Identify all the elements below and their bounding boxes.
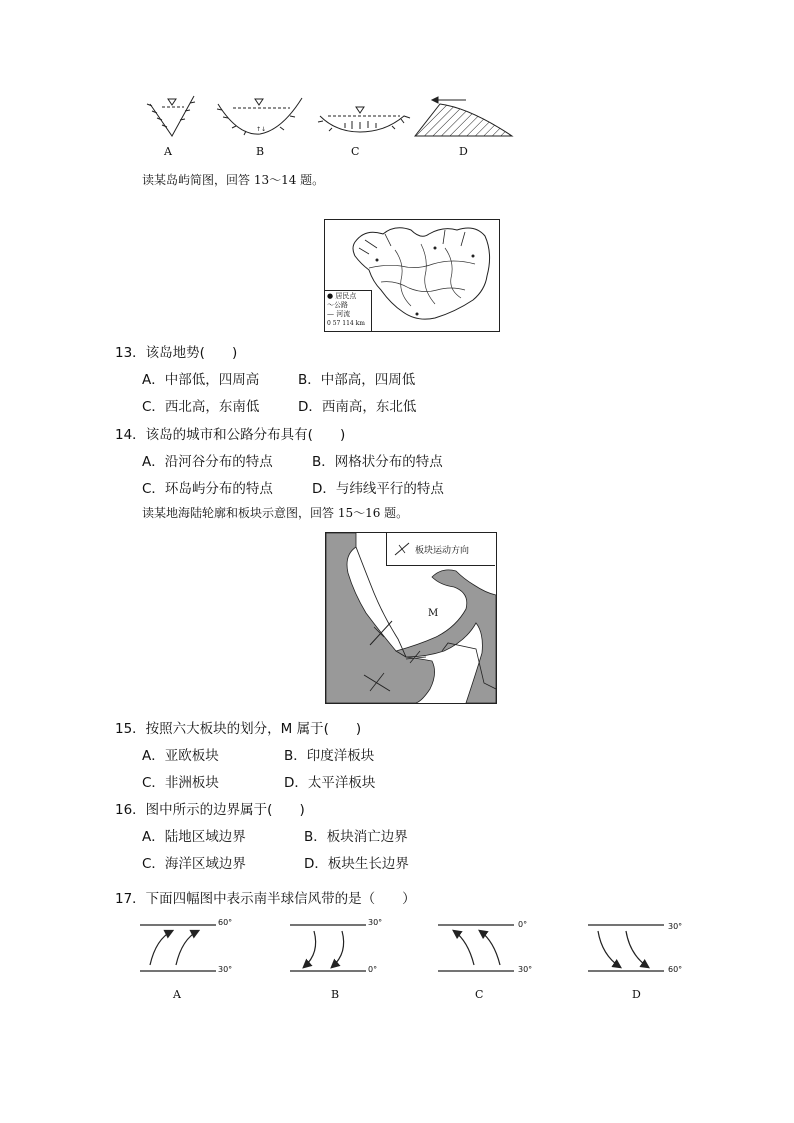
q17-stem: 17．下面四幅图中表示南半球信风带的是（ ）: [115, 891, 416, 907]
q15-option-d[interactable]: D．太平洋板块: [284, 775, 376, 791]
wind-figure-c-drawing: [438, 925, 514, 971]
q13-option-b[interactable]: B．中部高，四周低: [298, 372, 416, 388]
legend-river: — 河流: [327, 310, 351, 318]
plate-legend-text: 板块运动方向: [415, 546, 470, 556]
legend-road: ～公路: [327, 301, 348, 309]
legend-settlement: ● 居民点: [327, 292, 357, 300]
wind-figure-d-drawing: [588, 925, 664, 971]
wind-a-label: A: [173, 988, 181, 1001]
q14-option-c[interactable]: C．环岛屿分布的特点: [142, 481, 273, 497]
q13-option-d[interactable]: D．西南高，东北低: [298, 399, 417, 415]
river-profile-drawings: [0, 0, 794, 170]
profile-label-c: C: [351, 145, 360, 158]
q15-option-c[interactable]: C．非洲板块: [142, 775, 219, 791]
profile-b-drawing: [217, 98, 302, 135]
plate-map: [325, 532, 497, 704]
q13-option-a[interactable]: A．中部低，四周高: [142, 372, 260, 388]
wind-d-bottom-label: 60°: [668, 965, 683, 974]
q16-stem: 16．图中所示的边界属于( ): [115, 802, 305, 818]
q14-option-b[interactable]: B．网格状分布的特点: [312, 454, 443, 470]
q13-stem: 13．该岛地势( ): [115, 345, 238, 361]
profile-c-drawing: [318, 107, 410, 132]
plate-motion-arrow-icon: [393, 539, 413, 559]
wind-b-bottom-label: 0°: [368, 965, 378, 974]
intro-15-16: 读某地海陆轮廓和板块示意图，回答 15～16 题。: [142, 506, 409, 520]
island-map: [324, 219, 500, 332]
wind-c-top-label: 0°: [518, 920, 528, 929]
q13-option-c[interactable]: C．西北高，东南低: [142, 399, 260, 415]
q16-option-c[interactable]: C．海洋区域边界: [142, 856, 246, 872]
q14-option-a[interactable]: A．沿河谷分布的特点: [142, 454, 273, 470]
profile-a-drawing: [147, 96, 195, 136]
plate-map-legend: [386, 533, 495, 566]
profile-label-d: D: [459, 145, 468, 158]
q14-stem: 14．该岛的城市和公路分布具有( ): [115, 427, 346, 443]
wind-d-top-label: 30°: [668, 922, 683, 931]
intro-13-14: 读某岛屿简图，回答 13～14 题。: [142, 173, 325, 187]
wind-figure-b-drawing: [290, 925, 366, 971]
profile-label-a: A: [164, 145, 172, 158]
q16-option-d[interactable]: D．板块生长边界: [304, 856, 409, 872]
q15-option-a[interactable]: A．亚欧板块: [142, 748, 219, 764]
wind-c-bottom-label: 30°: [518, 965, 533, 974]
profile-label-b: B: [256, 145, 265, 158]
wind-b-label: B: [331, 988, 340, 1001]
q16-option-a[interactable]: A．陆地区域边界: [142, 829, 246, 845]
map-scale: 0 57 114 km: [327, 320, 365, 327]
profile-d-drawing: [415, 97, 512, 136]
plate-label-m: M: [428, 608, 439, 619]
svg-text:↑↓: ↑↓: [256, 126, 267, 133]
wind-c-label: C: [475, 988, 484, 1001]
wind-b-top-label: 30°: [368, 918, 383, 927]
q15-stem: 15．按照六大板块的划分，M 属于( ): [115, 721, 362, 737]
island-map-legend: [325, 290, 372, 331]
q14-option-d[interactable]: D．与纬线平行的特点: [312, 481, 444, 497]
wind-a-bottom-label: 30°: [218, 965, 233, 974]
q15-option-b[interactable]: B．印度洋板块: [284, 748, 375, 764]
wind-a-top-label: 60°: [218, 918, 233, 927]
q16-option-b[interactable]: B．板块消亡边界: [304, 829, 408, 845]
wind-d-label: D: [632, 988, 641, 1001]
wind-figure-a-drawing: [140, 925, 216, 971]
